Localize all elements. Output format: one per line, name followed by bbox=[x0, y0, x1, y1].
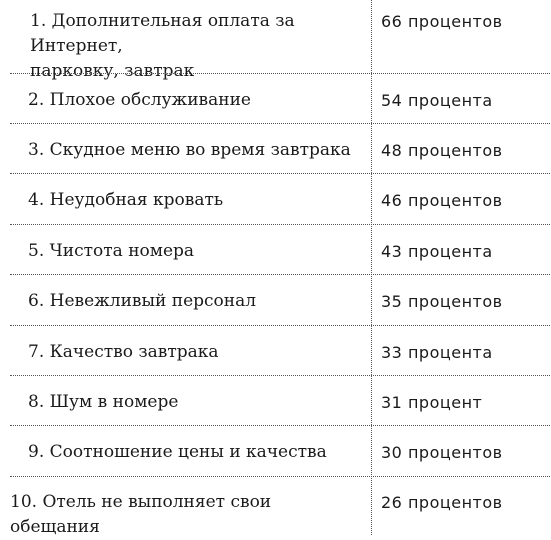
row-item: 10. Отель не выполняет свои обещания bbox=[10, 492, 272, 537]
row-separator bbox=[10, 224, 550, 225]
row-value: 43 процента bbox=[381, 242, 493, 261]
row-item: 2. Плохое обслуживание bbox=[28, 90, 251, 110]
row-value: 33 процента bbox=[381, 343, 493, 362]
row-value: 26 процентов bbox=[381, 493, 503, 512]
row-separator bbox=[10, 274, 550, 275]
row-separator bbox=[10, 476, 550, 477]
row-value: 30 процентов bbox=[381, 443, 503, 462]
row-separator bbox=[10, 173, 550, 174]
row-item: 5. Чистота номера bbox=[28, 241, 195, 261]
row-value: 31 процент bbox=[381, 393, 483, 412]
row-item: 4. Неудобная кровать bbox=[28, 190, 224, 210]
row-value: 46 процентов bbox=[381, 191, 503, 210]
row-item: 1. Дополнительная оплата за Интернет, парковку, завтрак bbox=[30, 11, 295, 81]
row-value: 35 процентов bbox=[381, 292, 503, 311]
row-separator bbox=[10, 123, 550, 124]
row-item: 3. Скудное меню во время завтрака bbox=[28, 140, 351, 160]
row-value: 66 процентов bbox=[381, 12, 503, 31]
row-item: 7. Качество завтрака bbox=[28, 342, 219, 362]
row-item: 8. Шум в номере bbox=[28, 392, 179, 412]
row-item: 9. Соотношение цены и качества bbox=[28, 442, 327, 462]
row-value: 48 процентов bbox=[381, 141, 503, 160]
row-separator bbox=[10, 425, 550, 426]
row-separator bbox=[10, 73, 550, 74]
row-separator bbox=[10, 325, 550, 326]
row-item: 6. Невежливый персонал bbox=[28, 291, 257, 311]
row-value: 54 процента bbox=[381, 91, 493, 110]
row-separator bbox=[10, 375, 550, 376]
